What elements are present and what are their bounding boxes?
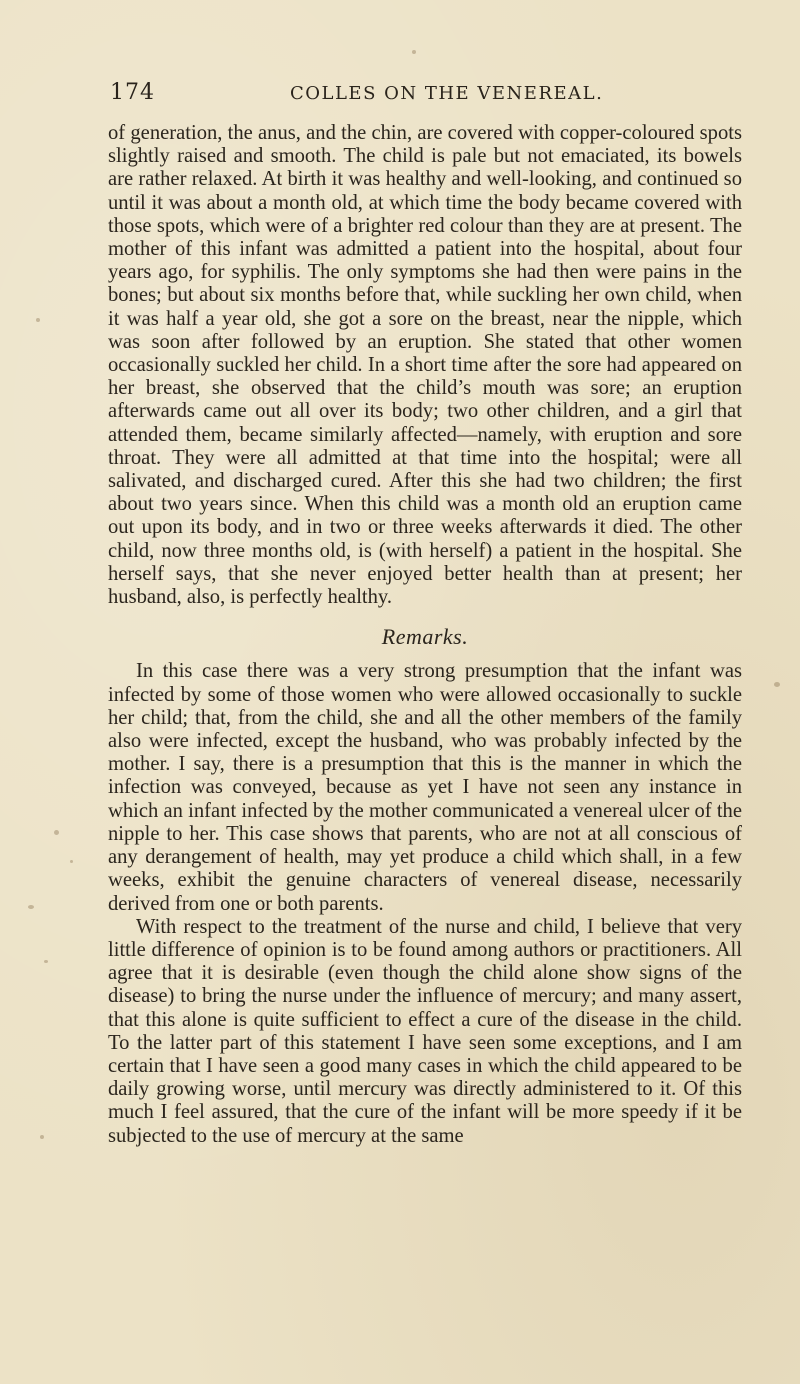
page-number: 174 xyxy=(110,80,155,105)
paper-speck xyxy=(70,860,73,863)
body-text xyxy=(108,122,742,1148)
running-head: COLLES ON THE VENEREAL. xyxy=(290,83,604,104)
paper-speck xyxy=(40,1135,44,1139)
remarks-paragraph-2: With respect to the treatment of the nurse and child, I believe that very little difference of opinion is to be found among authors or practitioners. All agree that it is desirable (even though the child alone show signs of the disease) to bring the nurse under the influence of mercury; and many assert, that this alone is quite sufficient to effect a cure of the disease in the child. To the latter part of this statement I have seen some exceptions, and I am certain that I have seen a good many cases in which the child appeared to be daily growing worse, until mercury was directly administered to it. Of this much I feel assured, that the cure of the infant will be more speedy if it be subjected to the use of mercury at the same xyxy=(108,915,742,1147)
paper-speck xyxy=(412,50,416,54)
paper-speck xyxy=(54,830,59,835)
remarks-heading: Remarks. xyxy=(381,624,469,650)
paper-speck xyxy=(28,905,34,909)
paper-speck xyxy=(36,318,40,322)
case-paragraph: of generation, the anus, and the chin, are covered with copper-coloured spots slightly raised and smooth. The child is pale but not emaciated, its bowels are rather relaxed. At birth it was healthy and well-looking, and continued so until it was about a month old, at which time the body became covered with those spots, which were of a brighter red colour than they are at present. The mother of this infant was admitted a patient into the hospital, about four years ago, for syphilis. The only symptoms she had then were pains in the bones; but about six months before that, while suckling her own child, when it was half a year old, she got a sore on the breast, near the nipple, which was soon after followed by an eruption. She stated that other women occasionally suckled her child. In a short time after the sore had appeared on her breast, she observed that the child’s mouth was sore; an eruption afterwards came out all over its body; two other children, and a girl that attended them, became similarly affected—namely, with eruption and sore throat. They were all admitted at that time into the hospital; were all salivated, and discharged cured. After this she had two children; the first about two years since. When this child was a month old an eruption came out upon its body, and in two or three weeks afterwards it died. The other child, now three months old, is (with herself) a patient in the hospital. She herself says, that she never enjoyed better health than at present; her husband, also, is perfectly healthy. xyxy=(108,122,742,609)
paper-speck xyxy=(44,960,48,963)
paper-speck xyxy=(774,682,780,687)
remarks-paragraph-1: In this case there was a very strong presumption that the infant was infected by some of those women who were allowed occasionally to suckle her child; that, from the child, she and all the other members of the family also were infected, except the husband, who was probably infected by the mother. I say, there is a presumption that this is the manner in which the infection was conveyed, because as yet I have not seen any instance in which an infant infected by the mother communicated a venereal ulcer of the nipple to her. This case shows that parents, who are not at all conscious of any derangement of health, may yet produce a child which shall, in a few weeks, exhibit the genuine characters of venereal disease, necessarily derived from one or both parents. xyxy=(108,660,742,915)
page-header xyxy=(110,80,750,110)
